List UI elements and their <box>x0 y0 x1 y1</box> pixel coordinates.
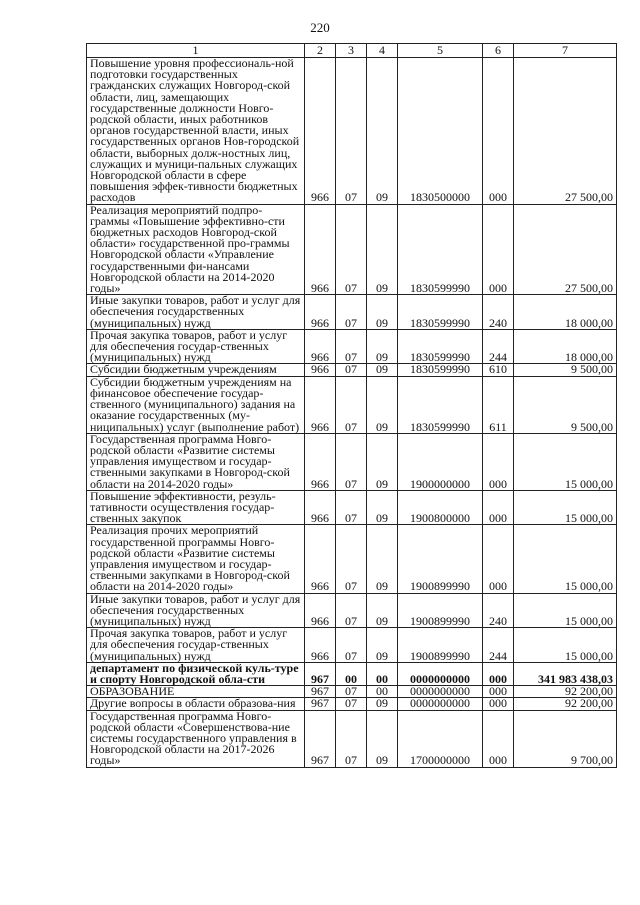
target-article-code: 1900899990 <box>398 628 483 663</box>
table-row <box>87 662 617 685</box>
target-article-code: 1830500000 <box>398 58 483 205</box>
expense-type-code: 240 <box>483 593 514 628</box>
expense-type-code: 000 <box>483 686 514 698</box>
amount: 9 700,00 <box>514 710 617 767</box>
target-article-code: 0000000000 <box>398 662 483 685</box>
section-code: 07 <box>336 525 367 593</box>
admin-code: 966 <box>305 295 336 330</box>
subsection-code: 09 <box>367 710 398 767</box>
section-code: 07 <box>336 329 367 364</box>
row-description: Иные закупки товаров, работ и услуг для обеспечения государственных (муниципальных) нужд <box>87 593 305 628</box>
amount: 92 200,00 <box>514 698 617 710</box>
row-description: Реализация прочих мероприятий государственной программы Новго-родской области «Развитие системы управления имуществом и государ-ственными закупками в Новгород-ской области на 2014-2020 годы» <box>87 525 305 593</box>
target-article-code: 1900899990 <box>398 525 483 593</box>
section-code: 07 <box>336 710 367 767</box>
section-code: 07 <box>336 376 367 433</box>
subsection-code: 09 <box>367 204 398 295</box>
amount: 9 500,00 <box>514 364 617 376</box>
page-number: 220 <box>310 20 330 35</box>
admin-code: 966 <box>305 490 336 525</box>
expense-type-code: 000 <box>483 204 514 295</box>
target-article-code: 1830599990 <box>398 295 483 330</box>
expense-type-code: 000 <box>483 58 514 205</box>
subsection-code: 00 <box>367 686 398 698</box>
subsection-code: 09 <box>367 698 398 710</box>
row-description: Государственная программа Новго-родской области «Развитие системы управления имуществом и государ-ственными закупками в Новгород-ской области на 2014-2020 годы» <box>87 433 305 490</box>
table-row <box>87 376 617 433</box>
amount: 15 000,00 <box>514 525 617 593</box>
expense-type-code: 240 <box>483 295 514 330</box>
table-row <box>87 593 617 628</box>
target-article-code: 1830599990 <box>398 204 483 295</box>
target-article-code: 1900000000 <box>398 433 483 490</box>
table-row <box>87 710 617 767</box>
section-code: 00 <box>336 662 367 685</box>
subsection-code: 09 <box>367 525 398 593</box>
column-header: 4 <box>367 44 398 58</box>
expense-type-code: 000 <box>483 433 514 490</box>
table-row <box>87 204 617 295</box>
admin-code: 966 <box>305 628 336 663</box>
expense-type-code: 610 <box>483 364 514 376</box>
expense-type-code: 244 <box>483 628 514 663</box>
amount: 92 200,00 <box>514 686 617 698</box>
expense-type-code: 000 <box>483 698 514 710</box>
amount: 18 000,00 <box>514 329 617 364</box>
row-description: Субсидии бюджетным учреждениям <box>87 364 305 376</box>
admin-code: 966 <box>305 329 336 364</box>
admin-code: 966 <box>305 204 336 295</box>
expense-type-code: 611 <box>483 376 514 433</box>
amount: 27 500,00 <box>514 204 617 295</box>
table-row <box>87 628 617 663</box>
expense-type-code: 000 <box>483 525 514 593</box>
subsection-code: 09 <box>367 433 398 490</box>
row-description: ОБРАЗОВАНИЕ <box>87 686 305 698</box>
target-article-code: 1900800000 <box>398 490 483 525</box>
section-code: 07 <box>336 490 367 525</box>
table-row <box>87 329 617 364</box>
expense-type-code: 244 <box>483 329 514 364</box>
amount: 15 000,00 <box>514 628 617 663</box>
row-description: Субсидии бюджетным учреждениям на финансовое обеспечение государ-ственного (муниципального) задания на оказание государственных (му-ниципальных) услуг (выполнение работ) <box>87 376 305 433</box>
target-article-code: 1830599990 <box>398 376 483 433</box>
admin-code: 966 <box>305 525 336 593</box>
column-header: 3 <box>336 44 367 58</box>
table-row <box>87 295 617 330</box>
row-description: Прочая закупка товаров, работ и услуг для обеспечения государ-ственных (муниципальных) нужд <box>87 329 305 364</box>
row-description: Повышение уровня профессиональ-ной подготовки государственных гражданских служащих Новгород-ской области, лиц, замещающих государственные должности Новго-родской области, иных работников органов государственной власти, иных государственных органов Нов-городской области, выборных долж-ностных лиц, служащих и муници-пальных служащих Новгородской области в сфере повышения эффек-тивности бюджетных расходов <box>87 58 305 205</box>
expense-type-code: 000 <box>483 662 514 685</box>
budget-table <box>86 43 617 768</box>
row-description: Государственная программа Новго-родской области «Совершенствова-ние системы государственного управления в Новгородской области на 2017-2026 годы» <box>87 710 305 767</box>
amount: 341 983 438,03 <box>514 662 617 685</box>
table-row <box>87 490 617 525</box>
amount: 15 000,00 <box>514 593 617 628</box>
expense-type-code: 000 <box>483 710 514 767</box>
target-article-code: 1830599990 <box>398 364 483 376</box>
amount: 9 500,00 <box>514 376 617 433</box>
amount: 18 000,00 <box>514 295 617 330</box>
section-code: 07 <box>336 58 367 205</box>
section-code: 07 <box>336 698 367 710</box>
expense-type-code: 000 <box>483 490 514 525</box>
table-row <box>87 433 617 490</box>
amount: 27 500,00 <box>514 58 617 205</box>
admin-code: 966 <box>305 593 336 628</box>
subsection-code: 09 <box>367 364 398 376</box>
section-code: 07 <box>336 295 367 330</box>
column-header: 6 <box>483 44 514 58</box>
table-row <box>87 525 617 593</box>
admin-code: 966 <box>305 364 336 376</box>
row-description: Реализация мероприятий подпро-граммы «Повышение эффективно-сти бюджетных расходов Новгород-ской области» государственной про-граммы Новгородской области «Управление государственными фи-нансами Новгородской области на 2014-2020 годы» <box>87 204 305 295</box>
section-code: 07 <box>336 433 367 490</box>
amount: 15 000,00 <box>514 433 617 490</box>
column-header: 2 <box>305 44 336 58</box>
target-article-code: 0000000000 <box>398 686 483 698</box>
subsection-code: 00 <box>367 662 398 685</box>
target-article-code: 1900899990 <box>398 593 483 628</box>
admin-code: 967 <box>305 698 336 710</box>
subsection-code: 09 <box>367 376 398 433</box>
admin-code: 967 <box>305 686 336 698</box>
section-code: 07 <box>336 628 367 663</box>
subsection-code: 09 <box>367 295 398 330</box>
target-article-code: 0000000000 <box>398 698 483 710</box>
subsection-code: 09 <box>367 58 398 205</box>
admin-code: 966 <box>305 376 336 433</box>
section-code: 07 <box>336 593 367 628</box>
subsection-code: 09 <box>367 628 398 663</box>
section-code: 07 <box>336 686 367 698</box>
subsection-code: 09 <box>367 329 398 364</box>
row-description: департамент по физической куль-туре и спорту Новгородской обла-сти <box>87 662 305 685</box>
column-header: 1 <box>87 44 305 58</box>
row-description: Иные закупки товаров, работ и услуг для обеспечения государственных (муниципальных) нужд <box>87 295 305 330</box>
admin-code: 966 <box>305 58 336 205</box>
target-article-code: 1700000000 <box>398 710 483 767</box>
admin-code: 967 <box>305 662 336 685</box>
row-description: Другие вопросы в области образова-ния <box>87 698 305 710</box>
target-article-code: 1830599990 <box>398 329 483 364</box>
column-header: 7 <box>514 44 617 58</box>
admin-code: 966 <box>305 433 336 490</box>
row-description: Прочая закупка товаров, работ и услуг для обеспечения государ-ственных (муниципальных) нужд <box>87 628 305 663</box>
subsection-code: 09 <box>367 490 398 525</box>
section-code: 07 <box>336 204 367 295</box>
table-row <box>87 58 617 205</box>
amount: 15 000,00 <box>514 490 617 525</box>
section-code: 07 <box>336 364 367 376</box>
row-description: Повышение эффективности, резуль-тативности осуществления государ-ственных закупок <box>87 490 305 525</box>
admin-code: 967 <box>305 710 336 767</box>
subsection-code: 09 <box>367 593 398 628</box>
column-header: 5 <box>398 44 483 58</box>
